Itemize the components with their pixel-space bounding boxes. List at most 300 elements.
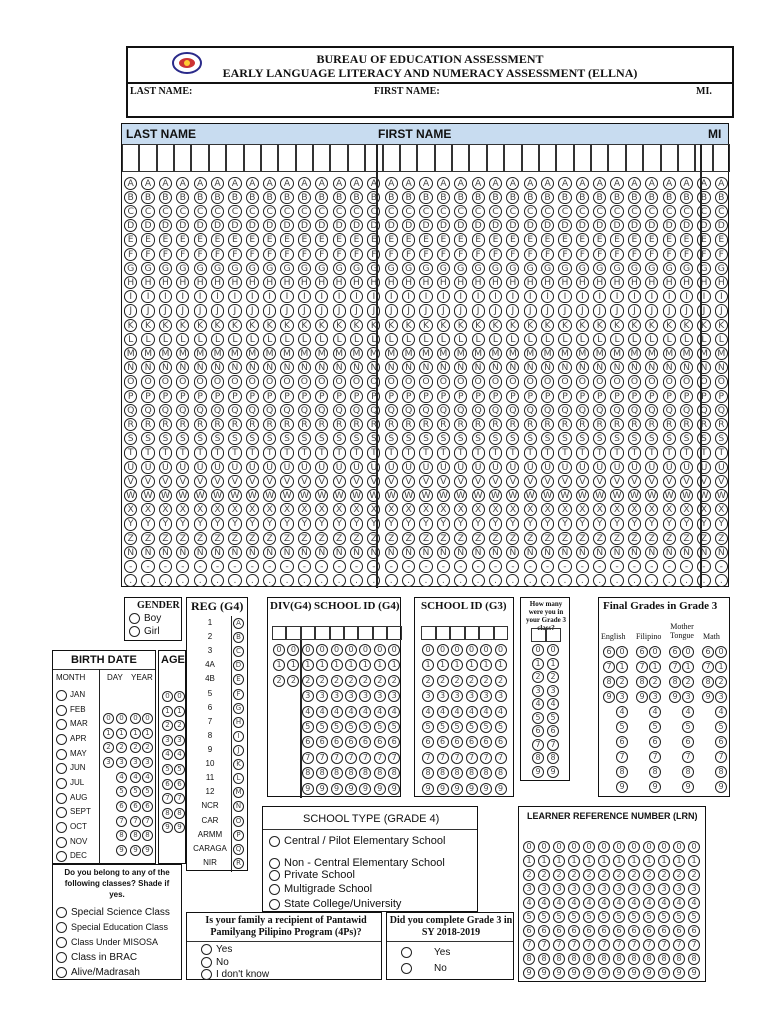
name-bubble[interactable]: J <box>246 304 259 317</box>
name-bubble[interactable]: . <box>124 574 137 587</box>
school-id-bubble[interactable]: 3 <box>388 690 400 702</box>
month-bubble[interactable] <box>56 778 67 789</box>
name-bubble[interactable]: A <box>315 177 328 190</box>
name-bubble[interactable]: Q <box>628 404 641 417</box>
name-bubble[interactable]: B <box>194 191 207 204</box>
name-bubble[interactable]: I <box>402 290 415 303</box>
name-bubble[interactable]: S <box>576 432 589 445</box>
class-count-bubble[interactable]: 0 <box>532 644 544 656</box>
name-bubble[interactable]: I <box>298 290 311 303</box>
class-count-bubble[interactable]: 4 <box>547 698 559 710</box>
name-bubble[interactable]: W <box>576 489 589 502</box>
name-bubble[interactable]: Q <box>350 404 363 417</box>
name-bubble[interactable]: R <box>333 418 346 431</box>
school-id-g3-bubble[interactable]: 3 <box>495 690 507 702</box>
name-bubble[interactable]: R <box>628 418 641 431</box>
name-bubble[interactable]: Z <box>715 532 728 545</box>
name-bubble[interactable]: J <box>124 304 137 317</box>
name-bubble[interactable]: U <box>194 461 207 474</box>
month-bubble[interactable] <box>56 851 67 862</box>
school-id-g3-bubble[interactable]: 7 <box>480 752 492 764</box>
school-id-bubble[interactable]: 4 <box>359 706 371 718</box>
year-bubble[interactable]: 4 <box>142 772 153 783</box>
name-bubble[interactable]: W <box>472 489 485 502</box>
name-bubble[interactable]: Z <box>576 532 589 545</box>
name-bubble[interactable]: U <box>159 461 172 474</box>
lrn-bubble[interactable]: 3 <box>628 883 640 895</box>
id-write-box[interactable] <box>494 626 509 640</box>
name-bubble[interactable]: L <box>419 333 432 346</box>
name-bubble[interactable]: L <box>228 333 241 346</box>
name-bubble[interactable]: C <box>263 205 276 218</box>
name-bubble[interactable]: L <box>385 333 398 346</box>
name-bubble[interactable]: D <box>159 219 172 232</box>
name-bubble[interactable]: J <box>333 304 346 317</box>
name-bubble[interactable]: W <box>367 489 380 502</box>
lrn-bubble[interactable]: 0 <box>613 841 625 853</box>
grade-bubble[interactable]: 7 <box>616 751 628 763</box>
name-bubble[interactable]: G <box>333 262 346 275</box>
name-bubble[interactable]: U <box>124 461 137 474</box>
school-id-bubble[interactable]: 9 <box>374 783 386 795</box>
name-bubble[interactable]: E <box>645 233 658 246</box>
name-bubble[interactable]: A <box>472 177 485 190</box>
name-bubble[interactable]: P <box>437 390 450 403</box>
name-bubble[interactable]: P <box>124 390 137 403</box>
name-bubble[interactable]: N <box>610 361 623 374</box>
name-bubble[interactable]: - <box>124 560 137 573</box>
name-bubble[interactable]: A <box>628 177 641 190</box>
name-bubble[interactable]: F <box>367 248 380 261</box>
name-bubble[interactable]: D <box>176 219 189 232</box>
name-bubble[interactable]: . <box>159 574 172 587</box>
name-bubble[interactable]: P <box>194 390 207 403</box>
name-bubble[interactable]: T <box>558 446 571 459</box>
name-bubble[interactable]: F <box>645 248 658 261</box>
name-bubble[interactable]: E <box>454 233 467 246</box>
school-id-bubble[interactable]: 5 <box>359 721 371 733</box>
id-write-box[interactable] <box>421 626 436 640</box>
grade-bubble[interactable]: 1 <box>715 661 727 673</box>
name-bubble[interactable]: Y <box>663 517 676 530</box>
name-bubble[interactable]: Y <box>697 517 710 530</box>
id-write-box[interactable] <box>373 626 387 640</box>
name-bubble[interactable]: A <box>263 177 276 190</box>
name-bubble[interactable]: A <box>211 177 224 190</box>
school-id-g3-bubble[interactable]: 2 <box>480 675 492 687</box>
name-letter-box[interactable] <box>678 144 695 172</box>
name-bubble[interactable]: Z <box>159 532 172 545</box>
grade-bubble[interactable]: 3 <box>616 691 628 703</box>
lrn-bubble[interactable]: 9 <box>523 967 535 979</box>
lrn-bubble[interactable]: 9 <box>688 967 700 979</box>
name-bubble[interactable]: A <box>663 177 676 190</box>
name-bubble[interactable]: K <box>280 319 293 332</box>
name-bubble[interactable]: A <box>367 177 380 190</box>
school-id-bubble[interactable]: 7 <box>302 752 314 764</box>
name-bubble[interactable]: J <box>437 304 450 317</box>
name-bubble[interactable]: O <box>280 375 293 388</box>
class-count-bubble[interactable]: 7 <box>547 739 559 751</box>
year-bubble[interactable]: 5 <box>130 786 141 797</box>
name-bubble[interactable]: Ñ <box>610 546 623 559</box>
lrn-bubble[interactable]: 9 <box>538 967 550 979</box>
school-id-g3-bubble[interactable]: 4 <box>422 706 434 718</box>
name-bubble[interactable]: I <box>663 290 676 303</box>
name-bubble[interactable]: G <box>680 262 693 275</box>
lrn-bubble[interactable]: 9 <box>568 967 580 979</box>
name-bubble[interactable]: X <box>315 503 328 516</box>
name-bubble[interactable]: J <box>454 304 467 317</box>
name-bubble[interactable]: H <box>228 276 241 289</box>
lrn-bubble[interactable]: 4 <box>538 897 550 909</box>
name-bubble[interactable]: L <box>315 333 328 346</box>
name-bubble[interactable]: E <box>263 233 276 246</box>
class-brac[interactable]: Class in BRAC <box>56 952 137 963</box>
name-bubble[interactable]: U <box>298 461 311 474</box>
name-bubble[interactable]: A <box>141 177 154 190</box>
age-bubble[interactable]: 8 <box>174 808 185 819</box>
name-bubble[interactable]: R <box>454 418 467 431</box>
name-bubble[interactable]: C <box>211 205 224 218</box>
name-bubble[interactable]: - <box>472 560 485 573</box>
name-bubble[interactable]: Ñ <box>315 546 328 559</box>
name-bubble[interactable]: L <box>697 333 710 346</box>
name-bubble[interactable]: H <box>159 276 172 289</box>
name-bubble[interactable]: H <box>524 276 537 289</box>
name-bubble[interactable]: R <box>124 418 137 431</box>
name-bubble[interactable]: A <box>593 177 606 190</box>
name-bubble[interactable]: Ñ <box>489 546 502 559</box>
name-bubble[interactable]: M <box>645 347 658 360</box>
lrn-bubble[interactable]: 1 <box>613 855 625 867</box>
name-bubble[interactable]: R <box>576 418 589 431</box>
name-bubble[interactable]: L <box>350 333 363 346</box>
name-bubble[interactable]: V <box>454 475 467 488</box>
name-bubble[interactable]: K <box>437 319 450 332</box>
school-id-bubble[interactable]: 3 <box>345 690 357 702</box>
name-letter-box[interactable] <box>417 144 434 172</box>
name-bubble[interactable]: L <box>558 333 571 346</box>
name-bubble[interactable]: V <box>524 475 537 488</box>
name-bubble[interactable]: - <box>333 560 346 573</box>
school-id-bubble[interactable]: 9 <box>331 783 343 795</box>
name-bubble[interactable]: A <box>228 177 241 190</box>
school-id-g3-bubble[interactable]: 8 <box>480 767 492 779</box>
name-bubble[interactable]: H <box>141 276 154 289</box>
name-letter-box[interactable] <box>643 144 660 172</box>
name-bubble[interactable]: Q <box>159 404 172 417</box>
grade-bubble[interactable]: 2 <box>616 676 628 688</box>
name-bubble[interactable]: X <box>402 503 415 516</box>
name-bubble[interactable]: B <box>211 191 224 204</box>
name-bubble[interactable]: Y <box>263 517 276 530</box>
name-bubble[interactable]: J <box>524 304 537 317</box>
name-bubble[interactable]: X <box>593 503 606 516</box>
lrn-bubble[interactable]: 8 <box>628 953 640 965</box>
name-bubble[interactable]: . <box>298 574 311 587</box>
region-bubble[interactable]: F <box>233 689 244 700</box>
school-id-g3-bubble[interactable]: 1 <box>437 659 449 671</box>
name-bubble[interactable]: M <box>593 347 606 360</box>
name-bubble[interactable]: Ñ <box>524 546 537 559</box>
name-letter-box[interactable] <box>539 144 556 172</box>
region-bubble[interactable]: M <box>233 787 244 798</box>
name-bubble[interactable]: M <box>159 347 172 360</box>
school-id-bubble[interactable]: 1 <box>374 659 386 671</box>
school-id-g3-bubble[interactable]: 0 <box>451 644 463 656</box>
name-bubble[interactable]: T <box>506 446 519 459</box>
name-bubble[interactable]: Ñ <box>558 546 571 559</box>
name-bubble[interactable]: G <box>141 262 154 275</box>
name-bubble[interactable]: T <box>367 446 380 459</box>
name-bubble[interactable]: C <box>385 205 398 218</box>
school-id-g3-bubble[interactable]: 4 <box>480 706 492 718</box>
lrn-bubble[interactable]: 0 <box>583 841 595 853</box>
name-bubble[interactable]: K <box>333 319 346 332</box>
name-bubble[interactable]: E <box>141 233 154 246</box>
year-bubble[interactable]: 0 <box>142 713 153 724</box>
lrn-bubble[interactable]: 4 <box>643 897 655 909</box>
name-bubble[interactable]: - <box>176 560 189 573</box>
name-bubble[interactable]: R <box>419 418 432 431</box>
name-bubble[interactable]: Q <box>176 404 189 417</box>
name-bubble[interactable]: P <box>263 390 276 403</box>
name-bubble[interactable]: G <box>541 262 554 275</box>
name-bubble[interactable]: C <box>697 205 710 218</box>
school-id-g3-bubble[interactable]: 1 <box>466 659 478 671</box>
name-bubble[interactable]: E <box>419 233 432 246</box>
lrn-bubble[interactable]: 7 <box>583 939 595 951</box>
name-bubble[interactable]: F <box>610 248 623 261</box>
lrn-bubble[interactable]: 1 <box>628 855 640 867</box>
school-id-g3-bubble[interactable]: 8 <box>466 767 478 779</box>
name-bubble[interactable]: X <box>298 503 311 516</box>
name-bubble[interactable]: W <box>558 489 571 502</box>
school-type-state-college[interactable]: State College/University <box>269 898 401 910</box>
day-bubble[interactable]: 8 <box>116 830 127 841</box>
name-bubble[interactable]: O <box>593 375 606 388</box>
lrn-bubble[interactable]: 4 <box>523 897 535 909</box>
name-bubble[interactable]: T <box>715 446 728 459</box>
name-bubble[interactable]: U <box>472 461 485 474</box>
lrn-bubble[interactable]: 4 <box>673 897 685 909</box>
name-bubble[interactable]: A <box>402 177 415 190</box>
name-bubble[interactable]: W <box>663 489 676 502</box>
lrn-bubble[interactable]: 2 <box>568 869 580 881</box>
grade3-option-yes[interactable]: Yes <box>401 947 450 958</box>
division-bubble[interactable]: 2 <box>287 675 299 687</box>
month-bubble[interactable] <box>56 719 67 730</box>
name-bubble[interactable]: B <box>715 191 728 204</box>
name-bubble[interactable]: G <box>489 262 502 275</box>
name-bubble[interactable]: G <box>298 262 311 275</box>
grade-bubble[interactable]: 1 <box>649 661 661 673</box>
name-bubble[interactable]: C <box>558 205 571 218</box>
name-letter-box[interactable] <box>313 144 330 172</box>
name-bubble[interactable]: D <box>333 219 346 232</box>
name-bubble[interactable]: V <box>124 475 137 488</box>
name-bubble[interactable]: N <box>367 361 380 374</box>
name-bubble[interactable]: L <box>541 333 554 346</box>
year-bubble[interactable]: 1 <box>130 728 141 739</box>
name-bubble[interactable]: Z <box>246 532 259 545</box>
name-bubble[interactable]: Ñ <box>697 546 710 559</box>
name-bubble[interactable]: B <box>228 191 241 204</box>
class-count-bubble[interactable]: 1 <box>532 658 544 670</box>
name-bubble[interactable]: G <box>385 262 398 275</box>
school-id-g3-bubble[interactable]: 2 <box>451 675 463 687</box>
grade-bubble[interactable]: 8 <box>715 766 727 778</box>
name-bubble[interactable]: . <box>524 574 537 587</box>
name-bubble[interactable]: L <box>454 333 467 346</box>
day-bubble[interactable]: 7 <box>116 816 127 827</box>
name-bubble[interactable]: X <box>280 503 293 516</box>
name-bubble[interactable]: M <box>663 347 676 360</box>
name-bubble[interactable]: K <box>610 319 623 332</box>
age-bubble[interactable]: 4 <box>162 749 173 760</box>
name-bubble[interactable]: Q <box>194 404 207 417</box>
lrn-bubble[interactable]: 4 <box>658 897 670 909</box>
name-bubble[interactable]: X <box>176 503 189 516</box>
name-bubble[interactable]: U <box>697 461 710 474</box>
name-bubble[interactable]: K <box>541 319 554 332</box>
school-id-bubble[interactable]: 6 <box>374 736 386 748</box>
name-bubble[interactable]: F <box>141 248 154 261</box>
lrn-bubble[interactable]: 9 <box>613 967 625 979</box>
name-bubble[interactable]: M <box>628 347 641 360</box>
name-bubble[interactable]: J <box>680 304 693 317</box>
name-bubble[interactable]: N <box>263 361 276 374</box>
name-bubble[interactable]: F <box>593 248 606 261</box>
name-letter-box[interactable] <box>330 144 347 172</box>
name-bubble[interactable]: . <box>402 574 415 587</box>
name-bubble[interactable]: D <box>610 219 623 232</box>
name-letter-box[interactable] <box>556 144 573 172</box>
name-bubble[interactable]: C <box>593 205 606 218</box>
name-bubble[interactable]: J <box>645 304 658 317</box>
age-bubble[interactable]: 6 <box>174 779 185 790</box>
school-id-bubble[interactable]: 4 <box>302 706 314 718</box>
name-bubble[interactable]: A <box>680 177 693 190</box>
name-bubble[interactable]: E <box>576 233 589 246</box>
name-bubble[interactable]: H <box>576 276 589 289</box>
name-bubble[interactable]: L <box>437 333 450 346</box>
school-id-bubble[interactable]: 7 <box>388 752 400 764</box>
name-bubble[interactable]: N <box>298 361 311 374</box>
name-bubble[interactable]: U <box>402 461 415 474</box>
name-bubble[interactable]: X <box>194 503 207 516</box>
name-bubble[interactable]: L <box>194 333 207 346</box>
school-id-bubble[interactable]: 5 <box>316 721 328 733</box>
name-bubble[interactable]: G <box>506 262 519 275</box>
name-bubble[interactable]: Q <box>228 404 241 417</box>
age-bubble[interactable]: 7 <box>174 793 185 804</box>
name-bubble[interactable]: Q <box>576 404 589 417</box>
name-bubble[interactable]: S <box>593 432 606 445</box>
school-id-g3-bubble[interactable]: 7 <box>437 752 449 764</box>
name-bubble[interactable]: G <box>558 262 571 275</box>
name-bubble[interactable]: N <box>419 361 432 374</box>
name-bubble[interactable]: Ñ <box>124 546 137 559</box>
name-bubble[interactable]: V <box>558 475 571 488</box>
name-bubble[interactable]: Y <box>298 517 311 530</box>
name-bubble[interactable]: Y <box>715 517 728 530</box>
day-bubble[interactable]: 1 <box>116 728 127 739</box>
name-bubble[interactable]: Z <box>367 532 380 545</box>
name-bubble[interactable]: E <box>489 233 502 246</box>
name-bubble[interactable]: E <box>315 233 328 246</box>
name-bubble[interactable]: Z <box>558 532 571 545</box>
name-bubble[interactable]: T <box>524 446 537 459</box>
name-bubble[interactable]: K <box>663 319 676 332</box>
name-bubble[interactable]: J <box>263 304 276 317</box>
name-bubble[interactable]: E <box>558 233 571 246</box>
lrn-bubble[interactable]: 1 <box>658 855 670 867</box>
name-bubble[interactable]: C <box>246 205 259 218</box>
name-bubble[interactable]: E <box>194 233 207 246</box>
school-id-bubble[interactable]: 4 <box>316 706 328 718</box>
name-bubble[interactable]: W <box>524 489 537 502</box>
name-bubble[interactable]: G <box>472 262 485 275</box>
name-bubble[interactable]: L <box>176 333 189 346</box>
name-bubble[interactable]: A <box>333 177 346 190</box>
lrn-bubble[interactable]: 7 <box>568 939 580 951</box>
name-bubble[interactable]: N <box>280 361 293 374</box>
name-bubble[interactable]: Z <box>524 532 537 545</box>
school-id-bubble[interactable]: 8 <box>331 767 343 779</box>
name-bubble[interactable]: O <box>367 375 380 388</box>
name-bubble[interactable]: G <box>228 262 241 275</box>
name-bubble[interactable]: Ñ <box>246 546 259 559</box>
name-bubble[interactable]: A <box>350 177 363 190</box>
grade-bubble[interactable]: 8 <box>603 676 615 688</box>
age-bubble[interactable]: 0 <box>162 691 173 702</box>
name-bubble[interactable]: T <box>298 446 311 459</box>
name-bubble[interactable]: I <box>315 290 328 303</box>
name-bubble[interactable]: I <box>715 290 728 303</box>
name-bubble[interactable]: J <box>350 304 363 317</box>
name-bubble[interactable]: A <box>541 177 554 190</box>
name-bubble[interactable]: H <box>385 276 398 289</box>
name-bubble[interactable]: G <box>697 262 710 275</box>
school-id-g3-bubble[interactable]: 6 <box>495 736 507 748</box>
name-bubble[interactable]: S <box>141 432 154 445</box>
name-bubble[interactable]: I <box>558 290 571 303</box>
school-id-g3-bubble[interactable]: 8 <box>422 767 434 779</box>
name-bubble[interactable]: F <box>263 248 276 261</box>
class-count-bubble[interactable]: 5 <box>547 712 559 724</box>
lrn-bubble[interactable]: 2 <box>583 869 595 881</box>
name-bubble[interactable]: O <box>663 375 676 388</box>
class-count-bubble[interactable]: 6 <box>532 725 544 737</box>
name-bubble[interactable]: K <box>472 319 485 332</box>
school-id-bubble[interactable]: 7 <box>359 752 371 764</box>
name-bubble[interactable]: M <box>715 347 728 360</box>
name-bubble[interactable]: C <box>141 205 154 218</box>
lrn-bubble[interactable]: 8 <box>643 953 655 965</box>
name-bubble[interactable]: Y <box>489 517 502 530</box>
name-bubble[interactable]: H <box>715 276 728 289</box>
name-bubble[interactable]: N <box>124 361 137 374</box>
name-bubble[interactable]: U <box>715 461 728 474</box>
name-bubble[interactable]: N <box>593 361 606 374</box>
name-bubble[interactable]: Z <box>263 532 276 545</box>
name-bubble[interactable]: W <box>176 489 189 502</box>
lrn-bubble[interactable]: 0 <box>688 841 700 853</box>
name-bubble[interactable]: E <box>246 233 259 246</box>
name-bubble[interactable]: I <box>176 290 189 303</box>
